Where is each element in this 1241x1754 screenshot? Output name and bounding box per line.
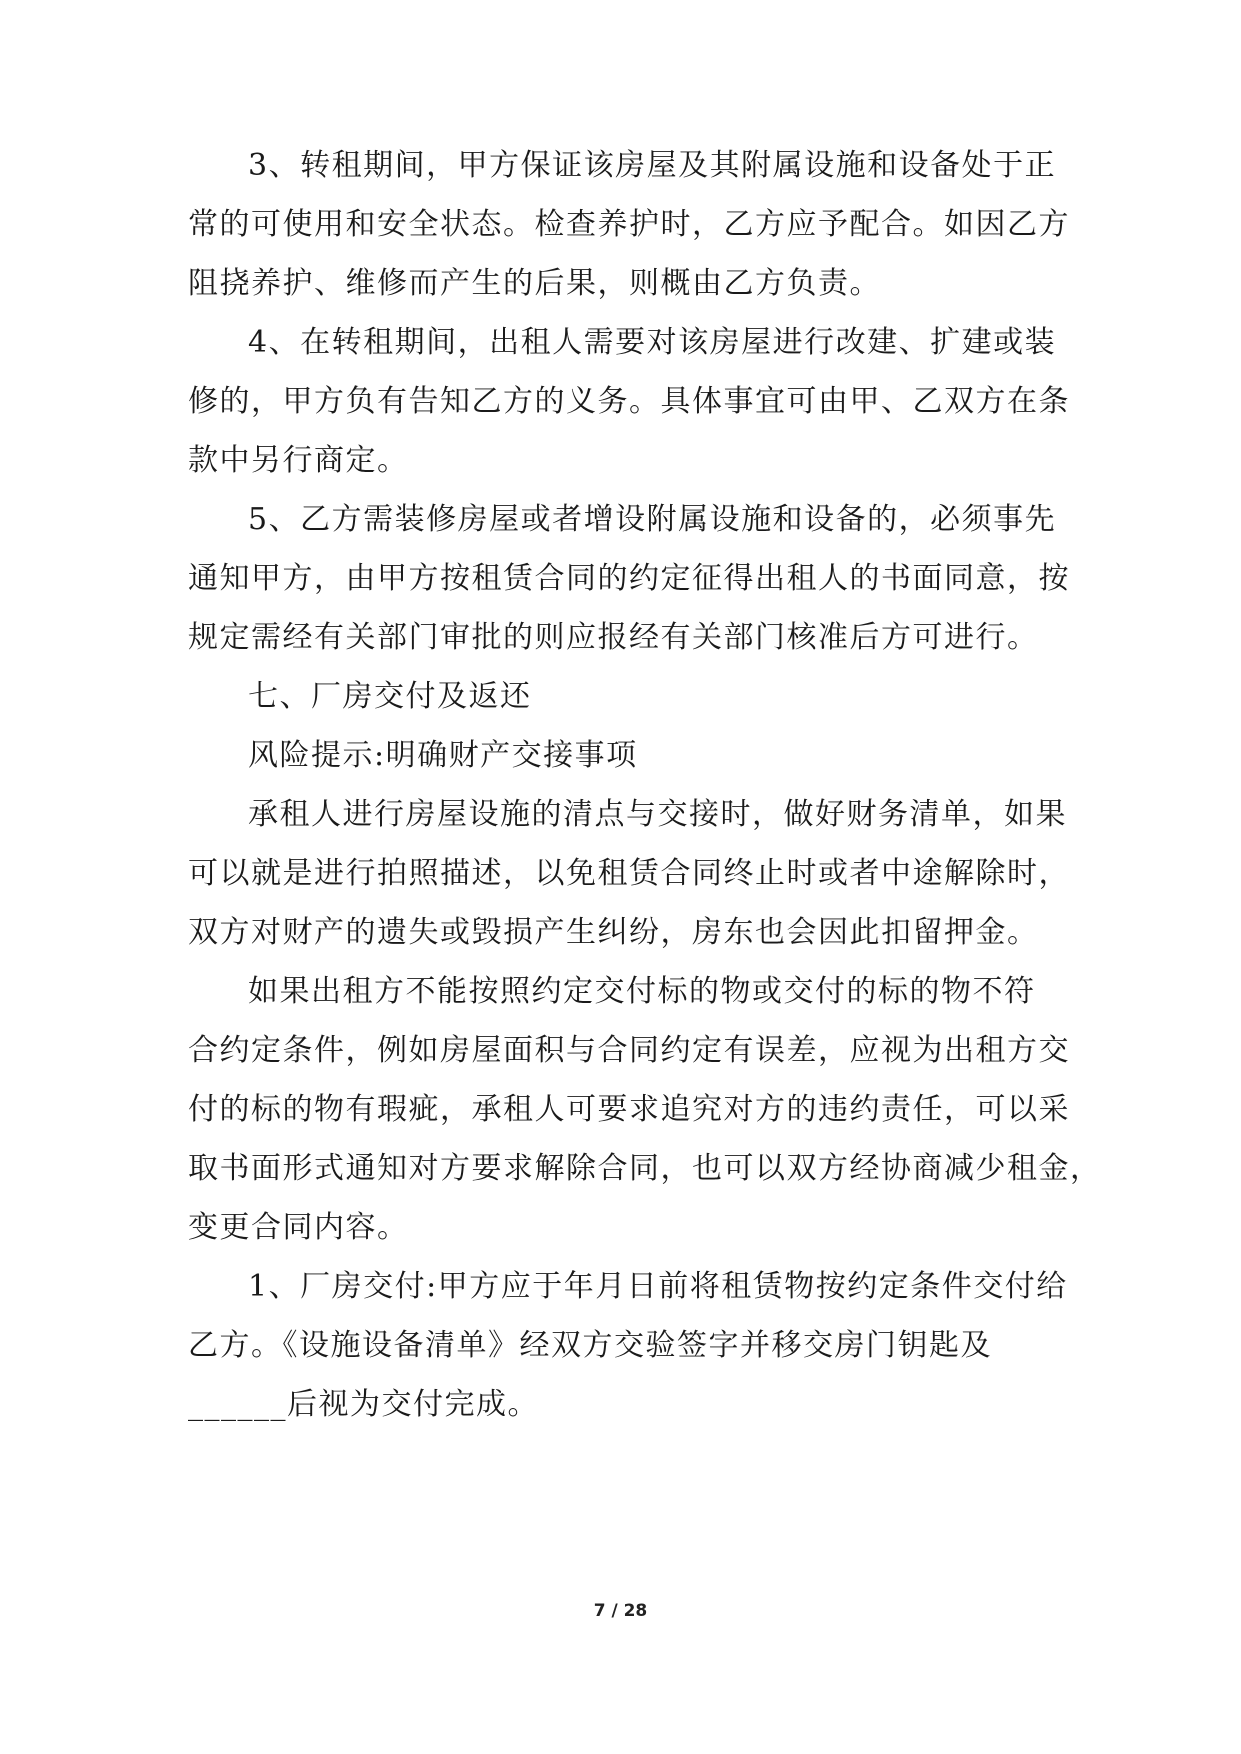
paragraph-line: ______后视为交付完成。	[188, 1387, 539, 1422]
paragraph-line: 常的可使用和安全状态。检查养护时，乙方应予配合。如因乙方	[188, 207, 1070, 242]
paragraph-line: 如果出租方不能按照约定交付标的物或交付的标的物不符	[248, 974, 1036, 1009]
paragraph-line: 款中另行商定。	[188, 443, 409, 478]
paragraph-line: 通知甲方，由甲方按租赁合同的约定征得出租人的书面同意，按	[188, 561, 1070, 596]
paragraph-line: 变更合同内容。	[188, 1210, 409, 1245]
paragraph-line: 乙方。《设施设备清单》经双方交验签字并移交房门钥匙及	[188, 1328, 992, 1363]
page-number: 7 / 28	[593, 1601, 648, 1621]
paragraph-line: 规定需经有关部门审批的则应报经有关部门核准后方可进行。	[188, 620, 1039, 655]
paragraph-line: 合约定条件，例如房屋面积与合同约定有误差，应视为出租方交	[188, 1033, 1070, 1068]
paragraph-line: 阻挠养护、维修而产生的后果，则概由乙方负责。	[188, 266, 881, 301]
paragraph-line: 双方对财产的遗失或毁损产生纠纷，房东也会因此扣留押金。	[188, 915, 1039, 950]
paragraph-line: 5、乙方需装修房屋或者增设附属设施和设备的，必须事先	[248, 502, 1057, 537]
paragraph-line: 取书面形式通知对方要求解除合同，也可以双方经协商减少租金，	[188, 1151, 1102, 1186]
section-heading: 七、厂房交付及返还	[248, 679, 532, 714]
paragraph-line: 3、转租期间，甲方保证该房屋及其附属设施和设备处于正	[248, 148, 1057, 183]
paragraph-line: 1、厂房交付:甲方应于年月日前将租赁物按约定条件交付给	[248, 1269, 1068, 1304]
paragraph-line: 付的标的物有瑕疵，承租人可要求追究对方的违约责任，可以采	[188, 1092, 1070, 1127]
paragraph-line: 可以就是进行拍照描述，以免租赁合同终止时或者中途解除时，	[188, 856, 1070, 891]
risk-tip-heading: 风险提示:明确财产交接事项	[248, 738, 638, 773]
paragraph-line: 修的，甲方负有告知乙方的义务。具体事宜可由甲、乙双方在条	[188, 384, 1070, 419]
paragraph-line: 4、在转租期间，出租人需要对该房屋进行改建、扩建或装	[248, 325, 1057, 360]
paragraph-line: 承租人进行房屋设施的清点与交接时，做好财务清单，如果	[248, 797, 1067, 832]
